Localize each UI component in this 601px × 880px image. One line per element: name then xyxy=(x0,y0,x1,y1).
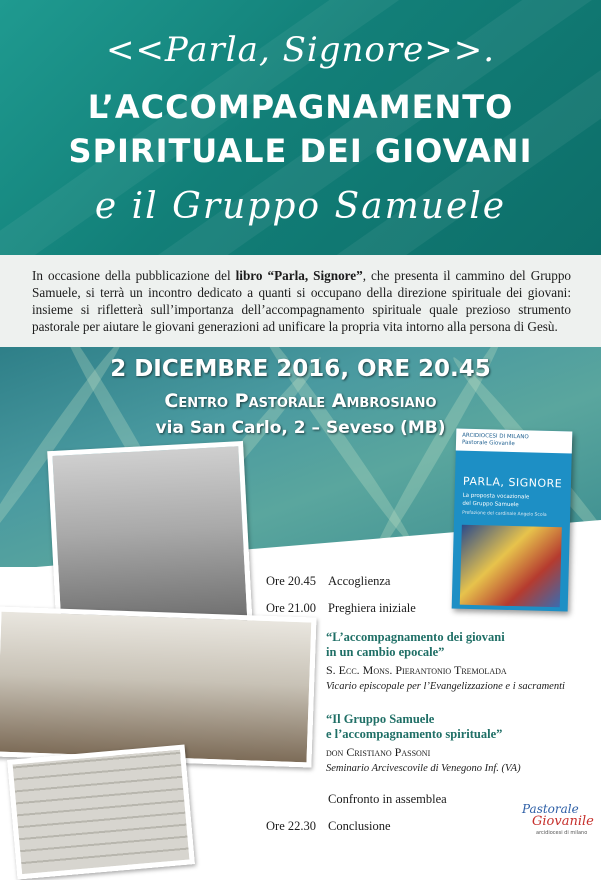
program-time-closing: Ore 22.30 xyxy=(266,819,316,833)
intro-text: In occasione della pubblicazione del libro “Parla, Signore”, che presenta il cammino del Gruppo Samuele, si terrà un incontro dedicato a quanti si occupano della direzione spirituale dei giovani: insieme si rifletterà sull’importanza dell’accompagnamento spirituale quale prezioso strumento pastorale per aiutare le giovani generazioni ad unificare la propria vita intorno alla persona di Gesù. xyxy=(32,268,572,334)
book-subtitle-2: del Gruppo Samuele xyxy=(462,500,519,509)
header-line-4: e il Gruppo Samuele xyxy=(94,186,507,227)
program-label-2: Preghiera iniziale xyxy=(328,601,416,615)
talk2-role: Seminario Arcivescovile di Venegono Inf. (VA) xyxy=(326,763,521,774)
event-date: 2 DICEMBRE 2016, ORE 20.45 xyxy=(110,356,491,382)
header-title-2: SPIRITUALE DEI GIOVANI xyxy=(68,132,533,170)
book-subtitle-1: La proposta vocazionale xyxy=(462,492,530,501)
talk1-title-2: in un cambio epocale” xyxy=(326,645,445,659)
header-title-1: L’ACCOMPAGNAMENTO xyxy=(87,88,514,126)
book-cover xyxy=(452,429,573,612)
event-address: via San Carlo, 2 – Seveso (MB) xyxy=(155,418,446,438)
talk1-role: Vicario episcopale per l’Evangelizzazione e i sacramenti xyxy=(326,681,565,692)
photo-young-man xyxy=(7,744,195,879)
book-publisher: ARCIDIOCESI DI MILANO xyxy=(462,432,529,441)
book-title: PARLA, SIGNORE xyxy=(462,474,563,491)
talk2-title-2: e l’accompagnamento spirituale” xyxy=(326,727,503,741)
program-label-1: Accoglienza xyxy=(328,574,391,588)
program-time-2: Ore 21.00 xyxy=(266,601,316,615)
talk2-speaker: don Cristiano Passoni xyxy=(326,745,431,759)
program-time-1: Ore 20.45 xyxy=(266,574,316,588)
talk2-title-1: “Il Gruppo Samuele xyxy=(326,712,435,726)
program-discussion: Confronto in assemblea xyxy=(328,792,447,806)
book-preface: Prefazione del cardinale Angelo Scola xyxy=(462,510,547,518)
book-series: Pastorale Giovanile xyxy=(461,439,515,448)
book-illustration xyxy=(460,525,562,608)
photo-chapel xyxy=(0,606,317,767)
intro-box xyxy=(0,255,601,347)
event-place: Centro Pastorale Ambrosiano xyxy=(164,390,437,412)
talk1-speaker: S. Ecc. Mons. Pierantonio Tremolada xyxy=(326,663,507,677)
header-line-1: <<Parla, Signore>>. xyxy=(105,30,496,70)
program-label-closing: Conclusione xyxy=(328,819,391,833)
pastorale-giovanile-logo: Pastorale Giovanile arcidiocesi di milano xyxy=(522,802,594,836)
talk1-title-1: “L’accompagnamento dei giovani xyxy=(326,630,505,644)
